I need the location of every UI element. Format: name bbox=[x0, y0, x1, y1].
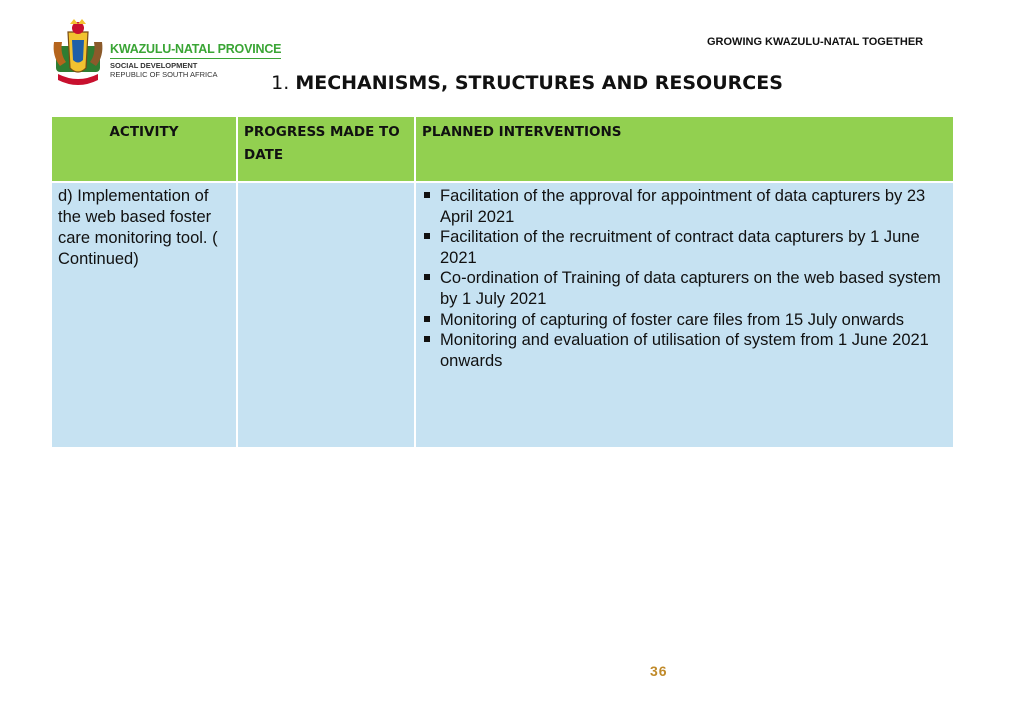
column-header-interventions: PLANNED INTERVENTIONS bbox=[415, 116, 954, 182]
list-item: Monitoring of capturing of foster care files from 15 July onwards bbox=[422, 310, 947, 331]
section-title: MECHANISMS, STRUCTURES AND RESOURCES bbox=[295, 72, 783, 94]
section-heading bbox=[0, 72, 1024, 94]
table-row bbox=[51, 182, 954, 448]
section-number: 1. bbox=[271, 72, 290, 94]
department-name: SOCIAL DEVELOPMENT bbox=[110, 61, 198, 70]
activities-table bbox=[50, 115, 955, 449]
province-name: KWAZULU-NATAL PROVINCE bbox=[110, 42, 281, 59]
activity-cell: d) Implementation of the web based foster care monitoring tool. ( Continued) bbox=[51, 182, 237, 448]
progress-cell bbox=[237, 182, 415, 448]
column-header-progress: PROGRESS MADE TO DATE bbox=[237, 116, 415, 182]
republic-name: REPUBLIC OF SOUTH AFRICA bbox=[110, 70, 218, 79]
interventions-list bbox=[422, 186, 947, 371]
list-item: Facilitation of the approval for appointment of data capturers by 23 April 2021 bbox=[422, 186, 947, 227]
list-item: Monitoring and evaluation of utilisation of system from 1 June 2021 onwards bbox=[422, 330, 947, 371]
page-number: 36 bbox=[650, 663, 668, 679]
header-tagline: GROWING KWAZULU-NATAL TOGETHER bbox=[707, 36, 924, 48]
list-item: Facilitation of the recruitment of contract data capturers by 1 June 2021 bbox=[422, 227, 947, 268]
column-header-activity: ACTIVITY bbox=[51, 116, 237, 182]
interventions-cell bbox=[415, 182, 954, 448]
list-item: Co-ordination of Training of data capturers on the web based system by 1 July 2021 bbox=[422, 268, 947, 309]
table-header-row bbox=[51, 116, 954, 182]
